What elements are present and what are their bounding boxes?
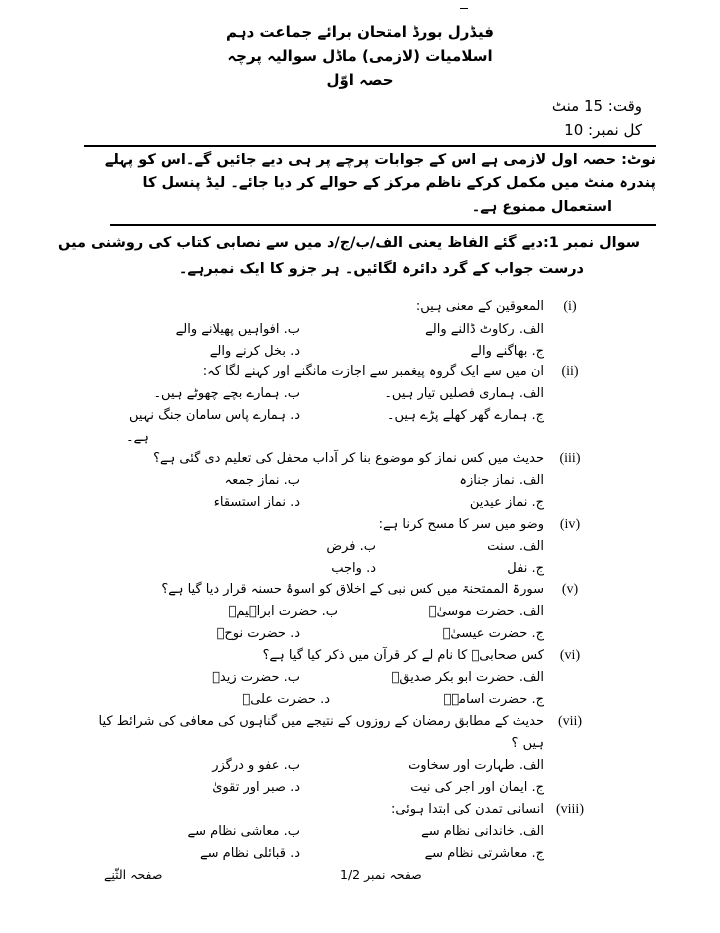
option-daal: د. حضرت علیؓ (242, 692, 330, 707)
note-line-1: نوٹ: حصہ اول لازمی ہے اس کے جوابات پرچے پر ہی دیے جائیں گے۔اس کو پہلے (104, 152, 656, 168)
option-be: ب. حضرت زیدؓ (212, 670, 300, 685)
item-stem: وضو میں سر کا مسح کرنا ہے: (378, 517, 544, 532)
option-alif: الف. خاندانی نظام سے (421, 824, 544, 839)
item-number: (viii) (555, 802, 584, 817)
time-allowed: وقت: 15 منٹ (551, 97, 642, 115)
option-jeem: ج. حضرت اسامہؓ (443, 692, 544, 707)
option-jeem: ج. نفل (507, 561, 544, 576)
item-stem: ان میں سے ایک گروہ پیغمبر سے اجازت مانگنے اور کہنے لگا کہ: (202, 364, 544, 379)
question-top-rule (110, 224, 656, 226)
option-alif: الف. طہارت اور سخاوت (408, 758, 544, 773)
option-daal: د. نماز استسقاء (213, 495, 300, 510)
item-number: (iii) (559, 451, 581, 466)
option-daal: د. ہمارے پاس سامان جنگ نہیں (129, 408, 300, 423)
exam-board-title: فیڈرل بورڈ امتحان برائے جماعت دہم (226, 23, 494, 41)
option-jeem: ج. نماز عیدین (469, 495, 544, 510)
item-stem: المعوقین کے معنی ہیں: (415, 299, 544, 314)
item-number: (iv) (559, 517, 581, 532)
option-jeem: ج. بھاگنے والے (470, 344, 544, 359)
option-daal: د. قبائلی نظام سے (200, 846, 300, 861)
option-daal-continuation: ہے۔ (126, 430, 149, 445)
option-alif: الف. سنت (487, 539, 544, 554)
item-number: (ii) (561, 364, 579, 379)
option-jeem: ج. معاشرتی نظام سے (424, 846, 544, 861)
option-daal: د. بخل کرنے والے (209, 344, 300, 359)
question1-line-1: سوال نمبر 1:دیے گئے الفاظ یعنی الف/ب/ج/د میں سے نصابی کتاب کی روشنی میں (58, 235, 640, 251)
item-stem-continuation: ہیں ؟ (511, 736, 544, 751)
option-daal: د. صبر اور تقویٰ (212, 780, 300, 795)
item-stem: سورۃ الممتحنۃ میں کس نبی کے اخلاق کو اسوۂ حسنہ قرار دیا گیا ہے؟ (161, 582, 544, 597)
item-number: (vii) (557, 714, 583, 729)
item-stem: حدیث کے مطابق رمضان کے روزوں کے نتیجے میں گناہوں کی معافی کی شرائط کیا (98, 714, 544, 729)
option-be: ب. فرض (326, 539, 376, 554)
option-alif: الف. رکاوٹ ڈالنے والے (425, 322, 544, 337)
option-daal: د. حضرت نوحؑ (216, 626, 300, 641)
header-tick (460, 8, 468, 9)
option-jeem: ج. حضرت عیسیٰؑ (442, 626, 544, 641)
option-be: ب. نماز جمعہ (224, 473, 300, 488)
note-line-2: پندرہ منٹ میں مکمل کرکے ناظم مرکز کے حوالے کر دیا جائے۔ لیڈ پنسل کا (142, 175, 656, 191)
page-number: صفحہ نمبر 1/2 (340, 867, 422, 882)
option-alif: الف. حضرت موسیٰؑ (428, 604, 544, 619)
note-line-3: استعمال ممنوع ہے۔ (471, 199, 612, 215)
option-be: ب. حضرت ابراہیمؑ (228, 604, 338, 619)
option-be: ب. ہمارے بچے چھوٹے ہیں۔ (153, 386, 300, 401)
question1-line-2: درست جواب کے گرد دائرہ لگائیں۔ ہر جزو کا ایک نمبرہے۔ (178, 261, 584, 277)
section-title: حصہ اوّل (326, 71, 394, 89)
continued-label: صفحہ الثّنِے (104, 867, 163, 882)
item-number: (vi) (559, 648, 581, 663)
option-be: ب. عفو و درگزر (212, 758, 300, 773)
option-jeem: ج. ایمان اور اجر کی نیت (410, 780, 544, 795)
item-stem: حدیث میں کس نماز کو موضوع بنا کر آداب محفل کی تعلیم دی گئی ہے؟ (153, 451, 544, 466)
option-alif: الف. نماز جنازہ (459, 473, 544, 488)
item-stem: انسانی تمدن کی ابتدا ہوئی: (390, 802, 544, 817)
item-number: (i) (563, 299, 577, 314)
option-jeem: ج. ہمارے گھر کھلے پڑے ہیں۔ (386, 408, 544, 423)
option-be: ب. افواہیں پھیلانے والے (175, 322, 300, 337)
paper-title: اسلامیات (لازمی) ماڈل سوالیہ پرچہ (227, 47, 493, 65)
item-number: (v) (561, 582, 579, 597)
option-alif: الف. ہماری فصلیں تیار ہیں۔ (384, 386, 544, 401)
option-daal: د. واجب (331, 561, 376, 576)
option-alif: الف. حضرت ابو بکر صدیقؓ (391, 670, 544, 685)
option-be: ب. معاشی نظام سے (187, 824, 300, 839)
total-marks: کل نمبر: 10 (564, 121, 642, 139)
item-stem: کس صحابیؓ کا نام لے کر قرآن میں ذکر کیا گیا ہے؟ (262, 648, 544, 663)
